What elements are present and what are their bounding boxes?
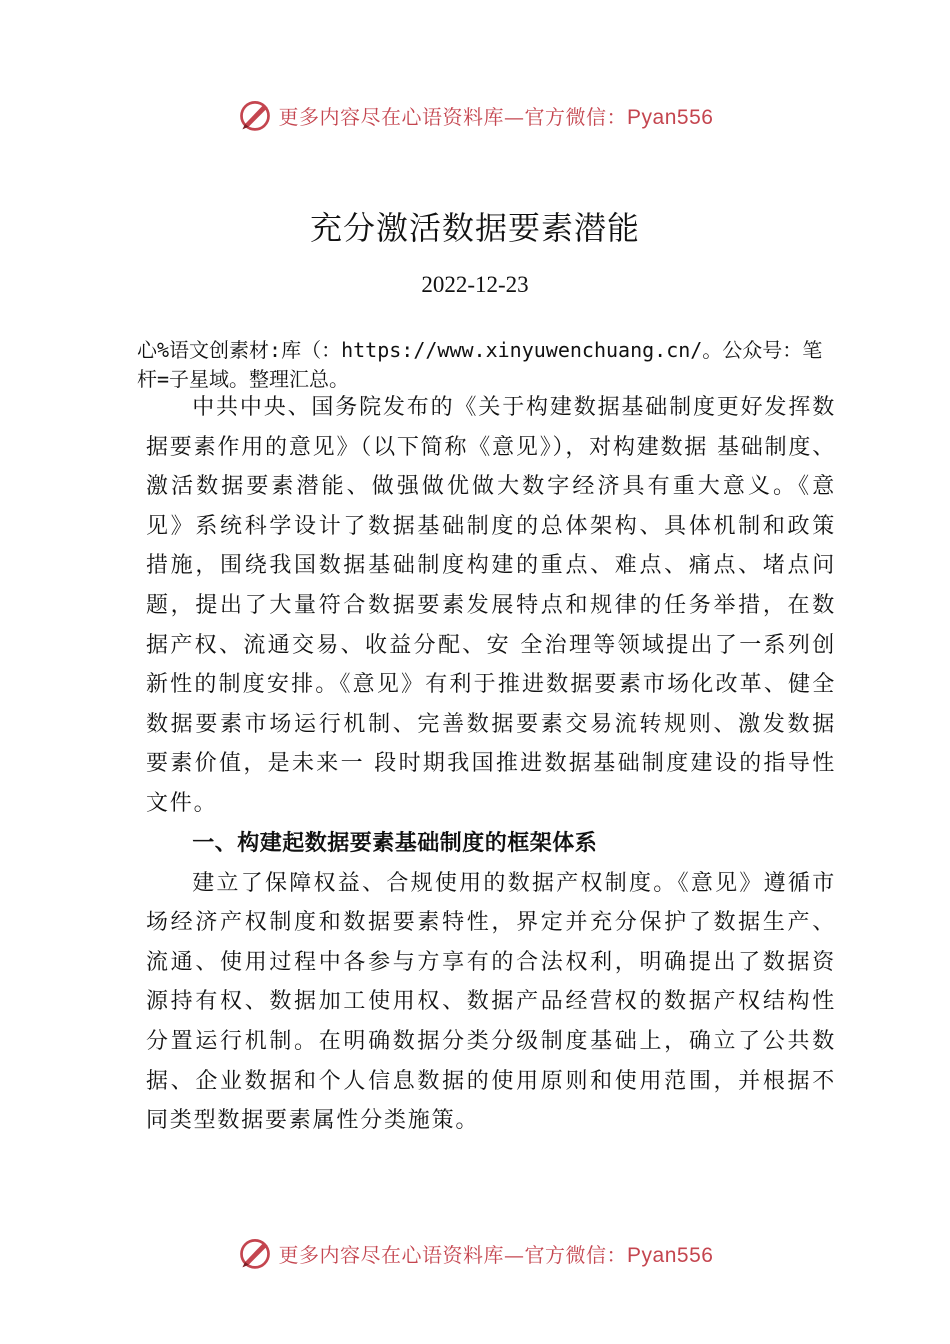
banner-text (279, 101, 714, 130)
banner-wechat-id: Pyan556 (627, 1243, 714, 1267)
pen-logo-icon (237, 1235, 273, 1271)
pen-logo-icon (237, 97, 273, 133)
section-paragraph: 建立了保障权益、合规使用的数据产权制度。《意见》遵循市场经济产权制度和数据要素特性，界定并充分保护了数据生产、流通、使用过程中各参与方享有的合法权利，明确提出了数据资源持有权、数据加工使用权、数据产品经营权的数据产权结构性分置运行机制。在明确数据分类分级制度基础上，确立了公共数据、企业数据和个人信息数据的使用原则和使用范围，并根据不同类型数据要素属性分类施策。 (146, 870, 836, 1134)
article-date: 2022-12-23 (421, 272, 529, 297)
banner-wechat-label: 官方微信： (524, 104, 628, 129)
article-title: 充分激活数据要素潜能 (309, 209, 640, 247)
header-banner (0, 95, 950, 135)
source-note: 心%语文创素材:库（：https://www.xinyuwenchuang.cn/。公众号：笔杆=子星域。整理汇总。 (137, 338, 823, 391)
footer-banner (0, 1233, 950, 1273)
section-heading: 一、构建起数据要素基础制度的框架体系 (192, 830, 598, 856)
intro-paragraph: 中共中央、国务院发布的《关于构建数据基础制度更好发挥数据要素作用的意见》（以下简称《意见》），对构建数据 基础制度、激活数据要素潜能、做强做优做大数字经济具有重大意义。《意见》系统科学设计了数据基础制度的总体架构、具体机制和政策措施，围绕我国数据基础制度构建的重点、难点、痛点、堵点问题，提出了大量符合数据要素发展特点和规律的任务举措，在数据产权、流通交易、收益分配、安 全治理等领域提出了一系列创新性的制度安排。《意见》有利于推进数据要素市场化改革、健全数据要素市场运行机制、完善数据要素交易流转规则、激发数据要素价值，是未来一 段时期我国推进数据基础制度建设的指导性文件。 (146, 395, 836, 816)
banner-wechat-label: 官方微信： (524, 1242, 628, 1267)
banner-separator: — (504, 104, 525, 129)
article-body (146, 388, 836, 1141)
banner-separator: — (504, 1242, 525, 1267)
banner-site-name: 更多内容尽在心语资料库 (278, 104, 505, 129)
banner-text (279, 1239, 714, 1268)
banner-site-name: 更多内容尽在心语资料库 (278, 1242, 505, 1267)
banner-wechat-id: Pyan556 (627, 105, 714, 129)
